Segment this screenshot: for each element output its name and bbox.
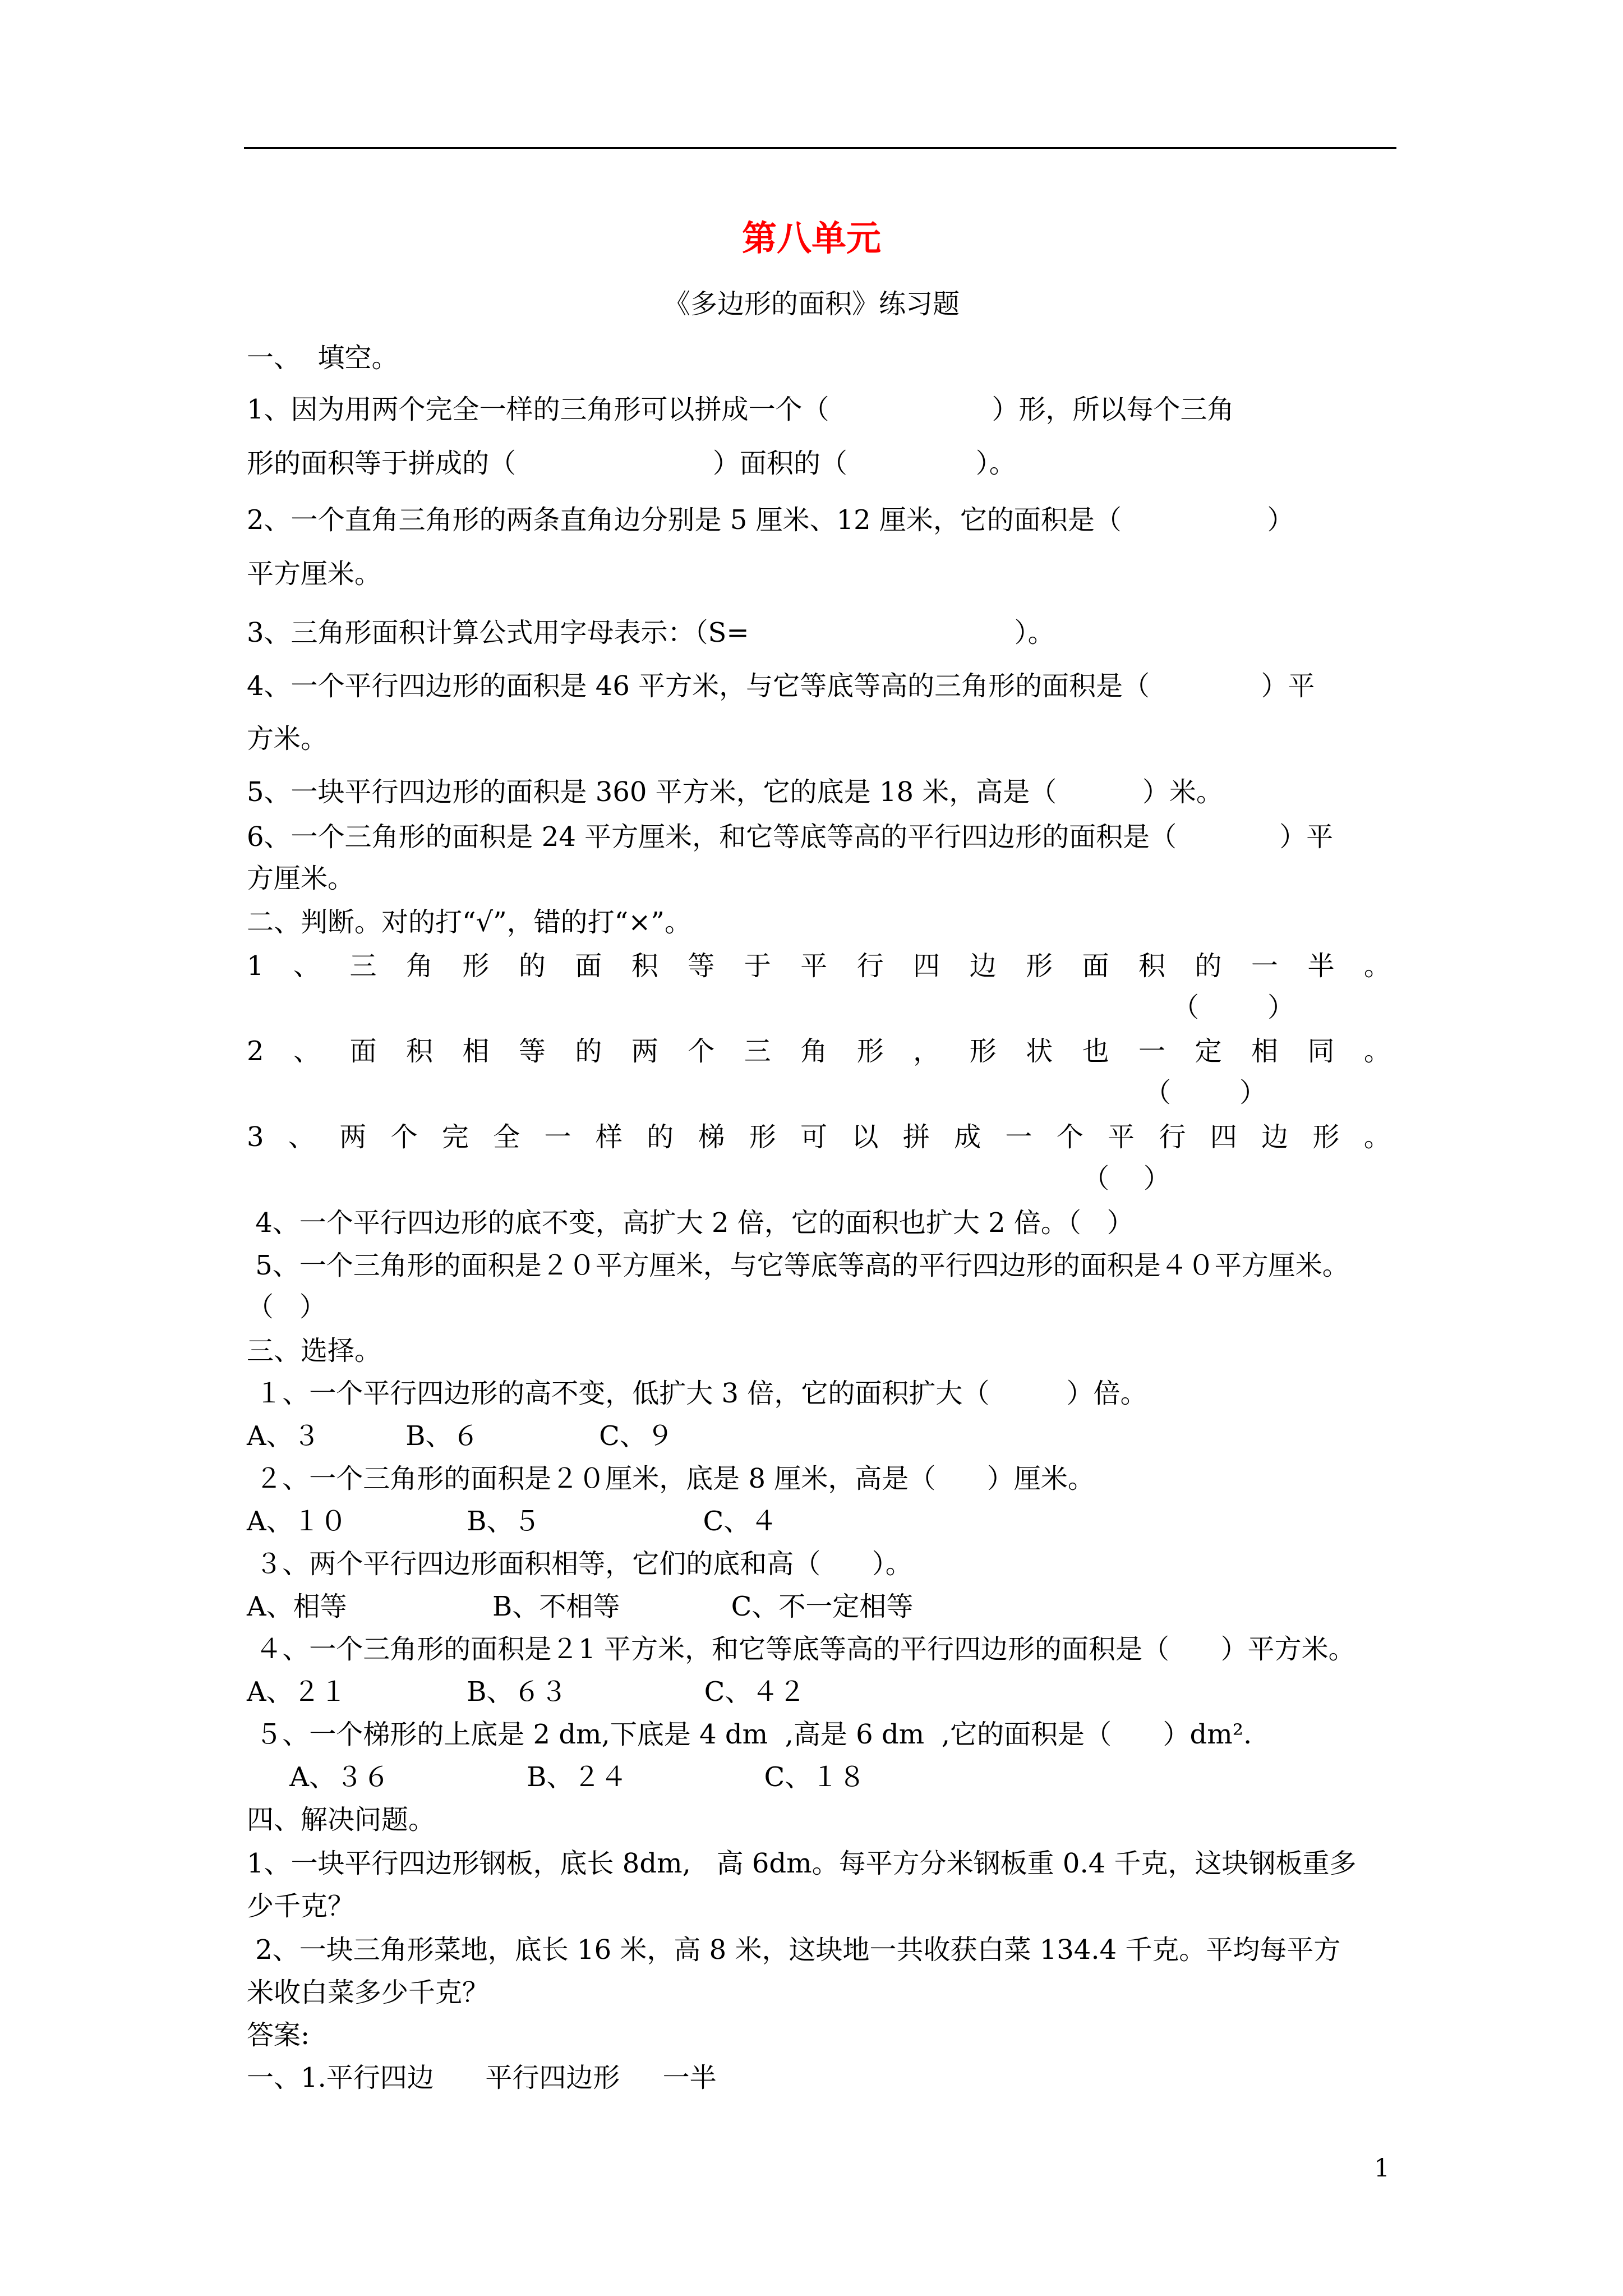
section-2-heading: 二、判断。对的打“√”，错的打“×”。: [247, 907, 691, 938]
judgement-2-3-answer-blank[interactable]: （ ）: [1082, 1163, 1171, 1194]
problem-4-1-line-2: 少千克？: [247, 1890, 355, 1922]
question-1-1-line-2: 形的面积等于拼成的（ ）面积的（ ）。: [247, 448, 1016, 479]
question-1-1-line-1: 1、因为用两个完全一样的三角形可以拼成一个（ ）形，所以每个三角: [247, 394, 1234, 425]
question-1-4-line-2: 方米。: [247, 723, 328, 754]
section-4-heading: 四、解决问题。: [247, 1804, 436, 1835]
judgement-2-3: 3 、 两 个 完 全 一 样 的 梯 形 可 以 拼 成 一 个 平 行 四 边 形 。: [247, 1121, 1391, 1153]
question-1-5: 5、一块平行四边形的面积是 360 平方米，它的底是 18 米，高是（ ）米。: [247, 776, 1223, 808]
judgement-2-5-line-2[interactable]: （ ）: [247, 1291, 326, 1323]
judgement-2-4: 4、一个平行四边形的底不变，高扩大 2 倍，它的面积也扩大 2 倍。（ ）: [247, 1207, 1134, 1239]
choice-3-3-options: A、相等 B、不相等 C、不一定相等: [247, 1591, 914, 1622]
page-number: 1: [1374, 2154, 1390, 2183]
judgement-2-1: 1 、 三 角 形 的 面 积 等 于 平 行 四 边 形 面 积 的 一 半 。: [247, 950, 1391, 982]
question-1-3: 3、三角形面积计算公式用字母表示：（S= ）。: [247, 617, 1055, 648]
choice-3-5: ５、一个梯形的上底是 2 dm,下底是 4 dm ,高是 6 dm ,它的面积是（ ）dm².: [247, 1719, 1252, 1750]
judgement-2-2-answer-blank[interactable]: （ ）: [1144, 1077, 1267, 1108]
judgement-2-1-answer-blank[interactable]: （ ）: [1172, 992, 1295, 1023]
header-rule: [244, 147, 1396, 149]
problem-4-2-line-2: 米收白菜多少千克？: [247, 1977, 490, 2008]
answer-line-1: 一、1.平行四边 平行四边形 一半: [247, 2062, 717, 2093]
choice-3-2: ２、一个三角形的面积是２０厘米，底是 8 厘米，高是（ ）厘米。: [247, 1463, 1095, 1494]
choice-3-2-options: A、１０ B、５ C、４: [247, 1506, 778, 1537]
question-1-6-line-2: 方厘米。: [247, 863, 355, 894]
question-1-2-line-2: 平方厘米。: [247, 558, 382, 590]
problem-4-2-line-1: 2、一块三角形菜地，底长 16 米，高 8 米，这块地一共收获白菜 134.4 千克。平均每平方: [247, 1934, 1341, 1966]
choice-3-1-options: A、３ B、６ C、９: [247, 1420, 674, 1452]
choice-3-3: ３、两个平行四边形面积相等，它们的底和高（ ）。: [247, 1548, 912, 1580]
choice-3-4: ４、一个三角形的面积是２1 平方米，和它等底等高的平行四边形的面积是（ ）平方米。: [247, 1634, 1355, 1665]
judgement-2-5-line-1: 5、一个三角形的面积是２０平方厘米，与它等底等高的平行四边形的面积是４０平方厘米。: [247, 1250, 1349, 1281]
question-1-6-line-1: 6、一个三角形的面积是 24 平方厘米，和它等底等高的平行四边形的面积是（ ）平: [247, 821, 1334, 853]
problem-4-1-line-1: 1、一块平行四边形钢板，底长 8dm, 高 6dm。每平方分米钢板重 0.4 千克，这块钢板重多: [247, 1848, 1357, 1879]
question-1-2-line-1: 2、一个直角三角形的两条直角边分别是 5 厘米、12 厘米，它的面积是（ ）: [247, 504, 1294, 536]
answers-heading: 答案:: [247, 2019, 310, 2051]
section-1-heading: 一、 填空。: [247, 342, 399, 374]
question-1-4-line-1: 4、一个平行四边形的面积是 46 平方米，与它等底等高的三角形的面积是（ ）平: [247, 670, 1315, 702]
judgement-2-2: 2 、 面 积 相 等 的 两 个 三 角 形 ， 形 状 也 一 定 相 同 。: [247, 1036, 1391, 1067]
unit-title: 第八单元: [741, 218, 881, 259]
choice-3-4-options: A、２１ B、６３ C、４２: [247, 1676, 806, 1708]
section-3-heading: 三、选择。: [247, 1335, 382, 1366]
worksheet-subtitle: 《多边形的面积》练习题: [663, 288, 960, 320]
choice-3-1: １、一个平行四边形的高不变，低扩大 3 倍，它的面积扩大（ ）倍。: [247, 1378, 1147, 1409]
choice-3-5-options: A、３６ B、２４ C、１８: [247, 1761, 866, 1793]
